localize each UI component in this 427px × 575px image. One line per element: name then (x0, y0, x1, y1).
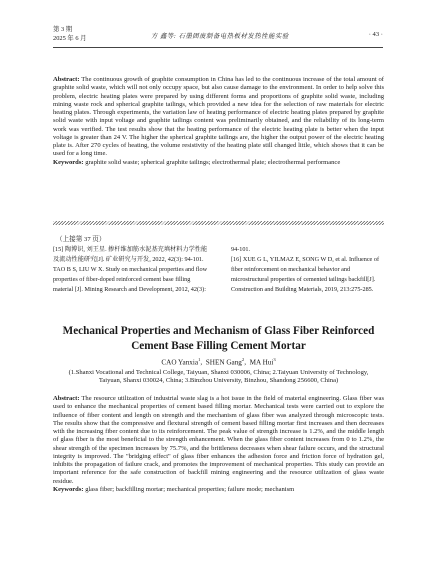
keywords-label: Keywords: (53, 485, 84, 493)
reference-entry: [16] XUE G L, YILMAZ E, SONG W D, et al. Influence of fiber reinforcement on mechanical behavior and microstructural properties of cemented tailings backfill[J]. Construction and Building Materials, 2019, 213:275-285. (231, 255, 380, 293)
article-title: Mechanical Properties and Mechanism of Glass Fiber Reinforced Cement Base Filling Cement Mortar (62, 325, 375, 352)
header-rule (53, 47, 383, 48)
keywords-text: glass fiber; backfilling mortar; mechanical properties; failure mode; mechanism (85, 485, 295, 493)
article-abstract (53, 395, 384, 494)
keywords-paragraph (53, 486, 384, 494)
reference-entry: 94-101. (231, 246, 251, 253)
author-affiliation-mark: 1 (198, 357, 201, 362)
references-left-column (53, 245, 208, 295)
running-header (53, 26, 383, 56)
abstract-label: Abstract: (53, 76, 80, 83)
running-title: 方 鑫等: 石墨固废制备电热板材发热性能实验 (151, 33, 289, 40)
abstract-text: The resource utilization of industrial waste slag is a hot issue in the field of material engineering. Glass fiber was used to enhance the mechanical properties of cement based filling mortar. Mechanical tests were carried out to explore the influence of fiber content and length on strength and the mechanism of glass fiber was analyzed through microscopic tests. The results show that the compressive and flextural strength of cement based filling mortar first increases and then decreases with the increasing fiber content due to its reinforcement. The peak value of strength increase is 1.2%, and the middle length of glass fiber is the most beneficial to the strength enhancement. When the glass fiber content increases from 0 to 1.2%, the shear strength of the specimen increases by 75.7%, and the brittleness decreases when shear failure occurs, and the structural integrity is improved. The "bridging effect" of glass fiber enhances the adhesion force and friction force of hydration gel, inhibits the propagation of failure crack, and promotes the improvement of mechanical properties. This study can provide an important reference for the safe construction of backfill mining engineering and the resource utilization of glass waste residue. (53, 395, 384, 485)
reference-entry: [15] 陶博识, 刘王星. 掺杆维加筋水泥基充填材料力学性能及流动性能研究[J]. 矿业研究与开发, 2022, 42(3): 94-101. (53, 246, 208, 263)
author-list: CAO Yanxia$^1$, SHEN Gang$^2$, MA Hui$^3$ (161, 357, 276, 367)
issue-date: 2025 年 6 月 (53, 35, 87, 42)
abstract-paragraph (53, 395, 384, 486)
abstract-text: The continuous growth of graphite consumption in China has led to the continuous increase of the total amount of graphite solid waste, which will not only occupy space, but also cause damage to the environment. In order to help solve this problem, electric heating plates were prepared by using different forms and proportions of graphite solid waste, including mining waste rock and spherical graphite tailings, which provided a new idea for the selection of raw materials for electric heating plates. Through experiments, the variation law of heating performance of electric heating plates prepared by graphite solid waste with input voltage and graphite tailings content was preliminarily obtained, and the reliability of its long-term work was verified. The test results show that the heating performance of the electric heating plate is better when the input voltage is greater than 24 V. The higher the spherical graphite tailings are, the higher the output power of the electric heating plate is. After 270 cycles of heating, the volume resistivity of the heating plate still changed little, which shows that it can be used for a long time. (53, 76, 384, 158)
keywords-text: graphite solid waste; spherical graphite tailings; electrothermal plate; electrothermal performance (85, 158, 341, 166)
author-name: MA Hui (249, 358, 274, 367)
references-right-column (231, 245, 384, 295)
section-separator (53, 221, 384, 225)
author-affiliation-mark: 3 (273, 357, 276, 362)
author-name: CAO Yanxia (161, 358, 199, 367)
abstract-paragraph (53, 76, 384, 159)
issue-number: 第 3 期 (53, 26, 73, 33)
continuation-label: （上接第 37 页） (56, 236, 106, 243)
page-number: · 43 · (368, 31, 383, 38)
affiliations: (1.Shanxi Vocational and Technical College, Taiyuan, Shanxi 030006, China; 2.Taiyuan University of Technology, Taiyuan, Shanxi 030024, China; 3.Binzhou University, Binzhou, Shandong 256600, China) (68, 369, 369, 385)
keywords-paragraph (53, 159, 384, 167)
keywords-label: Keywords: (53, 158, 84, 166)
abstract-label: Abstract: (53, 395, 80, 402)
previous-article-abstract (53, 76, 384, 167)
reference-entry: TAO B S, LIU W X. Study on mechanical properties and flow properties of fiber-doped reinforced cement base filling material [J]. Mining Research and Development, 2012, 42(3): (53, 265, 208, 293)
author-name: SHEN Gang (205, 358, 242, 367)
author-affiliation-mark: 2 (241, 357, 245, 362)
